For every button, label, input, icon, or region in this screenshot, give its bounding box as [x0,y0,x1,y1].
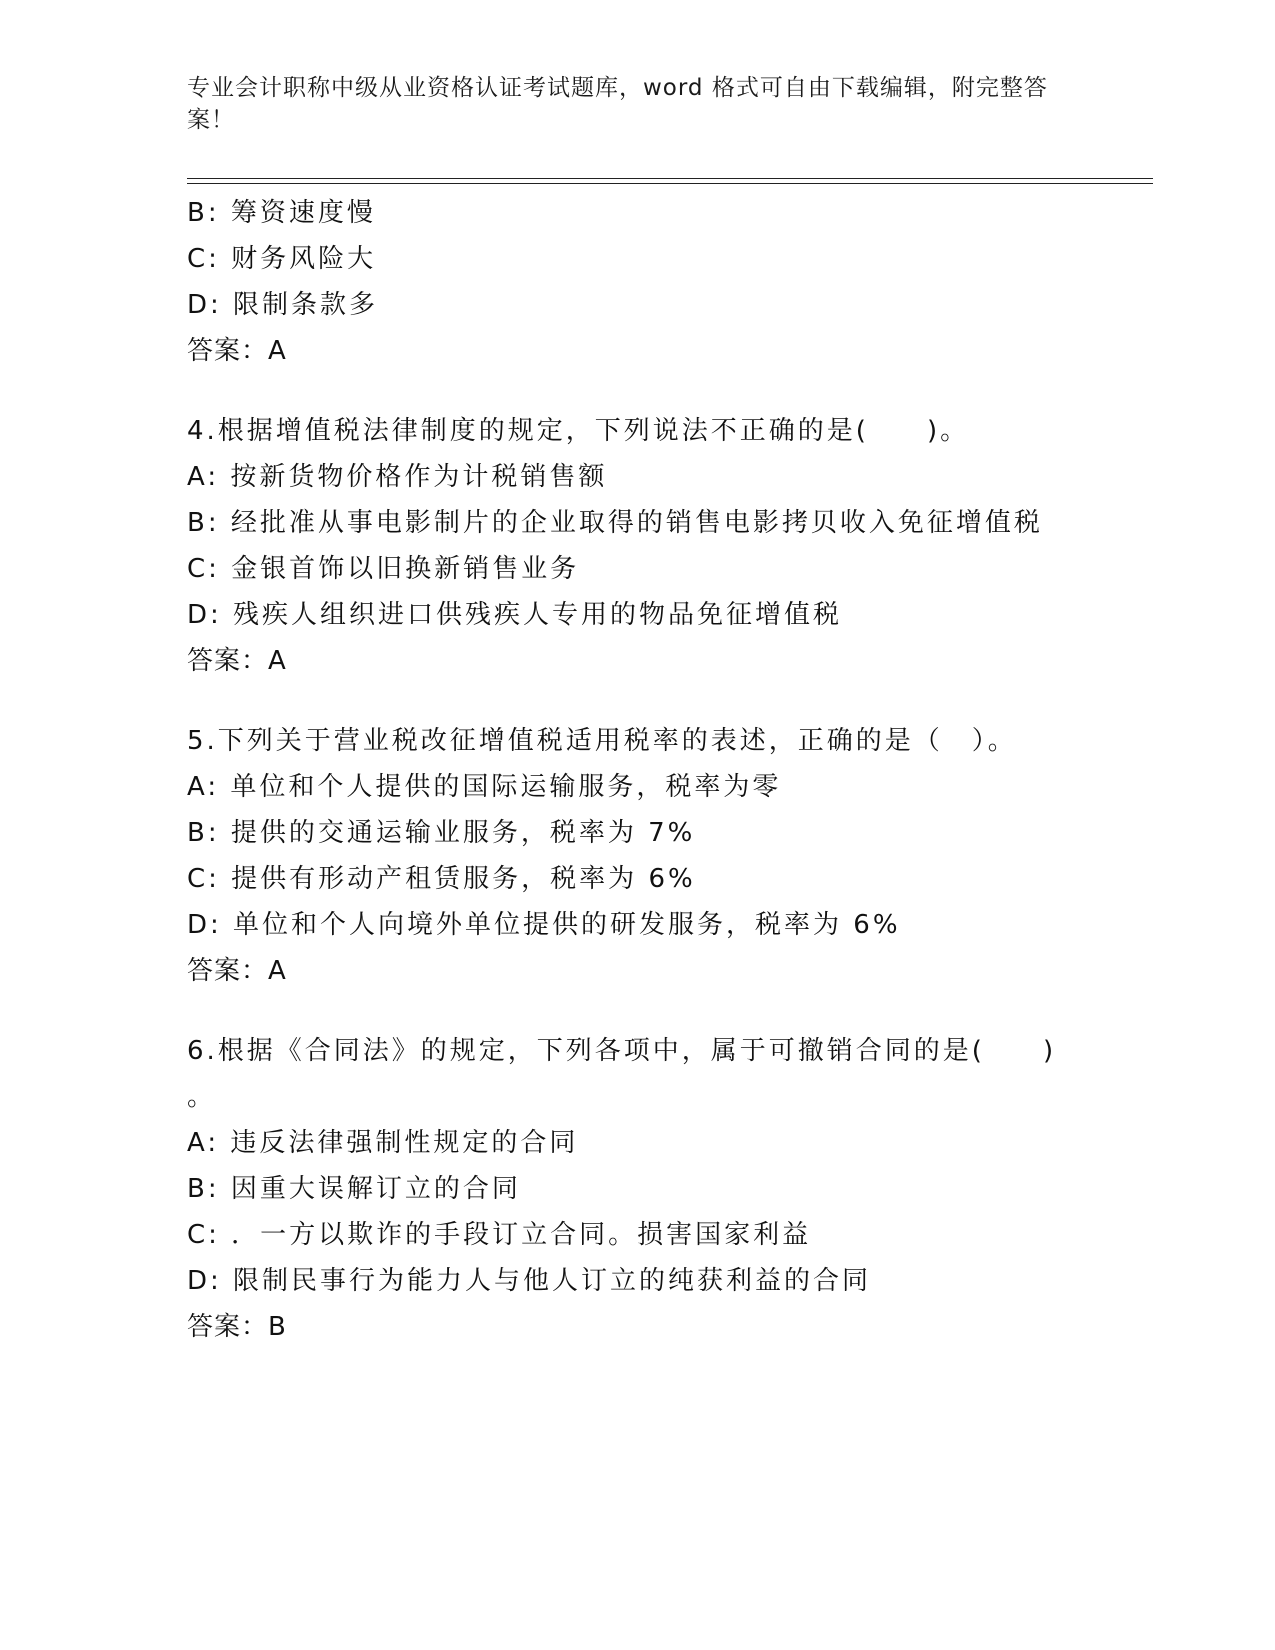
q3-option-d: D: 限制条款多 [187,290,379,320]
q4-option-b: B: 经批准从事电影制片的企业取得的销售电影拷贝收入免征增值税 [187,508,1043,538]
q5-option-d: D: 单位和个人向境外单位提供的研发服务，税率为 6% [187,910,901,940]
header-line-2: 案！ [187,107,235,133]
q4-answer: 答案：A [187,646,287,676]
q4-option-c: C: 金银首饰以旧换新销售业务 [187,554,580,584]
question-4 [187,408,1087,684]
q6-option-d: D: 限制民事行为能力人与他人订立的纯获利益的合同 [187,1266,872,1296]
q6-answer: 答案：B [187,1312,287,1342]
q5-stem: 5.下列关于营业税改征增值税适用税率的表述，正确的是（ ）。 [187,726,1017,756]
q4-option-d: D: 残疾人组织进口供残疾人专用的物品免征增值税 [187,600,843,630]
q6-stem: 6.根据《合同法》的规定，下列各项中，属于可撤销合同的是( ) [187,1036,1057,1066]
q6-stem-continuation: 。 [187,1082,214,1112]
q4-option-a: A: 按新货物价格作为计税销售额 [187,462,608,492]
q3-option-c: C: 财务风险大 [187,244,377,274]
question-content [187,190,1087,1350]
header-divider-top [187,178,1153,179]
q5-option-b: B: 提供的交通运输业服务，税率为 7% [187,818,696,848]
q5-option-c: C: 提供有形动产租赁服务，税率为 6% [187,864,696,894]
q4-stem: 4.根据增值税法律制度的规定，下列说法不正确的是( )。 [187,416,970,446]
page-header [187,72,1067,136]
q5-option-a: A: 单位和个人提供的国际运输服务，税率为零 [187,772,782,802]
q3-option-b: B: 筹资速度慢 [187,198,376,228]
q6-option-a: A: 违反法律强制性规定的合同 [187,1128,579,1158]
header-line-1: 专业会计职称中级从业资格认证考试题库，word 格式可自由下载编辑，附完整答 [187,75,1048,101]
q6-option-c: C: ．一方以欺诈的手段订立合同。损害国家利益 [187,1220,812,1250]
q5-answer: 答案：A [187,956,287,986]
header-divider-bottom [187,183,1153,184]
question-3-tail [187,190,1087,374]
question-5 [187,718,1087,994]
q3-answer: 答案：A [187,336,287,366]
q6-option-b: B: 因重大误解订立的合同 [187,1174,521,1204]
question-6 [187,1028,1087,1350]
